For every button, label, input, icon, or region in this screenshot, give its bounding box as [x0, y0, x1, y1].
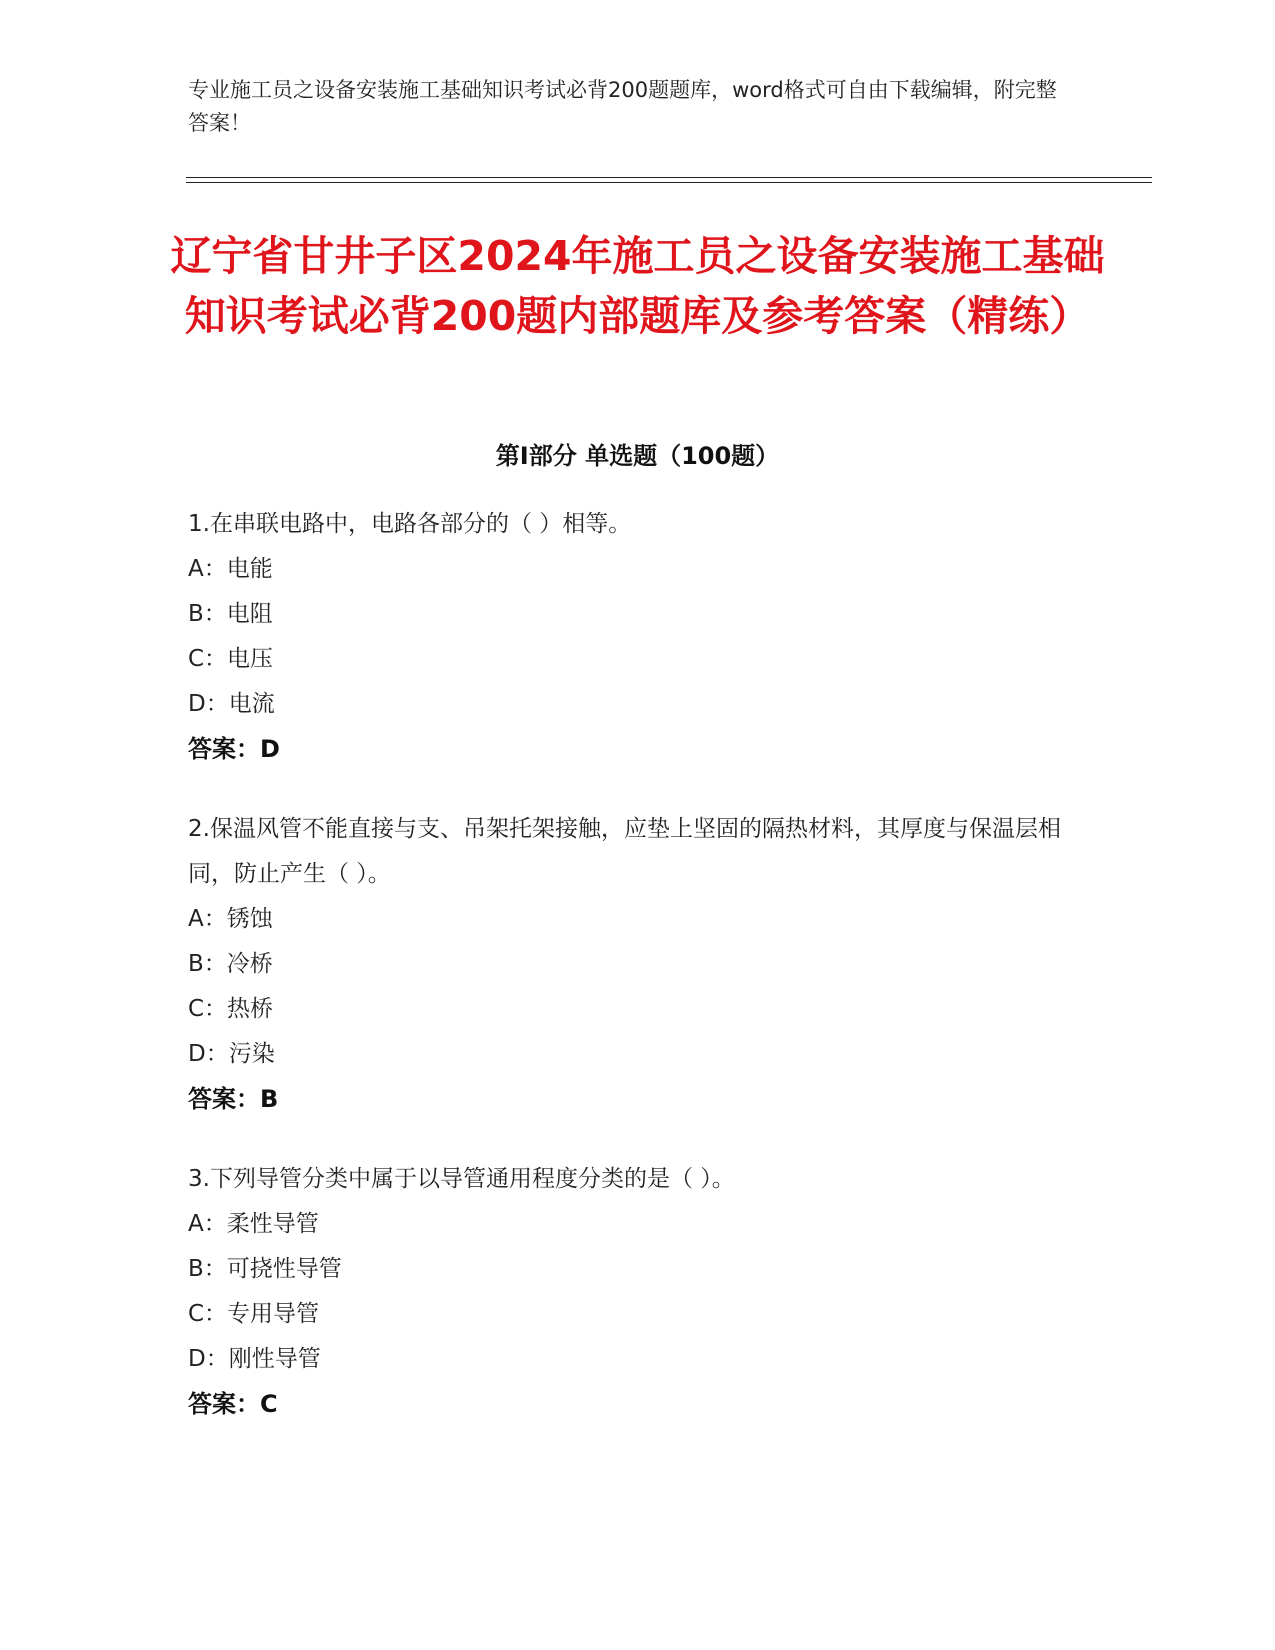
option-d: D：刚性导管 — [188, 1346, 321, 1372]
question-text: 2.保温风管不能直接与支、吊架托架接触，应垫上坚固的隔热材料，其厚度与保温层相同，防止产生（ ）。 — [188, 816, 1061, 887]
answer: 答案：D — [188, 735, 280, 763]
option-a: A：锈蚀 — [188, 906, 273, 932]
option-c: C：专用导管 — [188, 1301, 320, 1327]
document-title: 辽宁省甘井子区2024年施工员之设备安装施工基础知识考试必背200题内部题库及参考答案（精练） — [170, 232, 1105, 340]
question-1 — [188, 502, 1088, 772]
option-b: B：可挠性导管 — [188, 1256, 342, 1282]
question-text: 3.下列导管分类中属于以导管通用程度分类的是（ ）。 — [188, 1166, 735, 1192]
option-b: B：电阻 — [188, 601, 273, 627]
answer: 答案：B — [188, 1085, 279, 1113]
question-text: 1.在串联电路中，电路各部分的（ ）相等。 — [188, 511, 632, 537]
section-heading: 第I部分 单选题（100题） — [495, 442, 780, 470]
header-note: 专业施工员之设备安装施工基础知识考试必背200题题库，word格式可自由下载编辑，附完整答案！ — [188, 78, 1057, 135]
option-c: C：电压 — [188, 646, 274, 672]
option-a: A：电能 — [188, 556, 273, 582]
answer: 答案：C — [188, 1390, 278, 1418]
question-2 — [188, 807, 1088, 1122]
option-d: D：污染 — [188, 1041, 275, 1067]
header-divider-bottom — [186, 182, 1152, 183]
option-a: A：柔性导管 — [188, 1211, 319, 1237]
question-3 — [188, 1157, 1088, 1427]
option-b: B：冷桥 — [188, 951, 273, 977]
option-d: D：电流 — [188, 691, 275, 717]
header-divider-top — [186, 177, 1152, 178]
option-c: C：热桥 — [188, 996, 274, 1022]
